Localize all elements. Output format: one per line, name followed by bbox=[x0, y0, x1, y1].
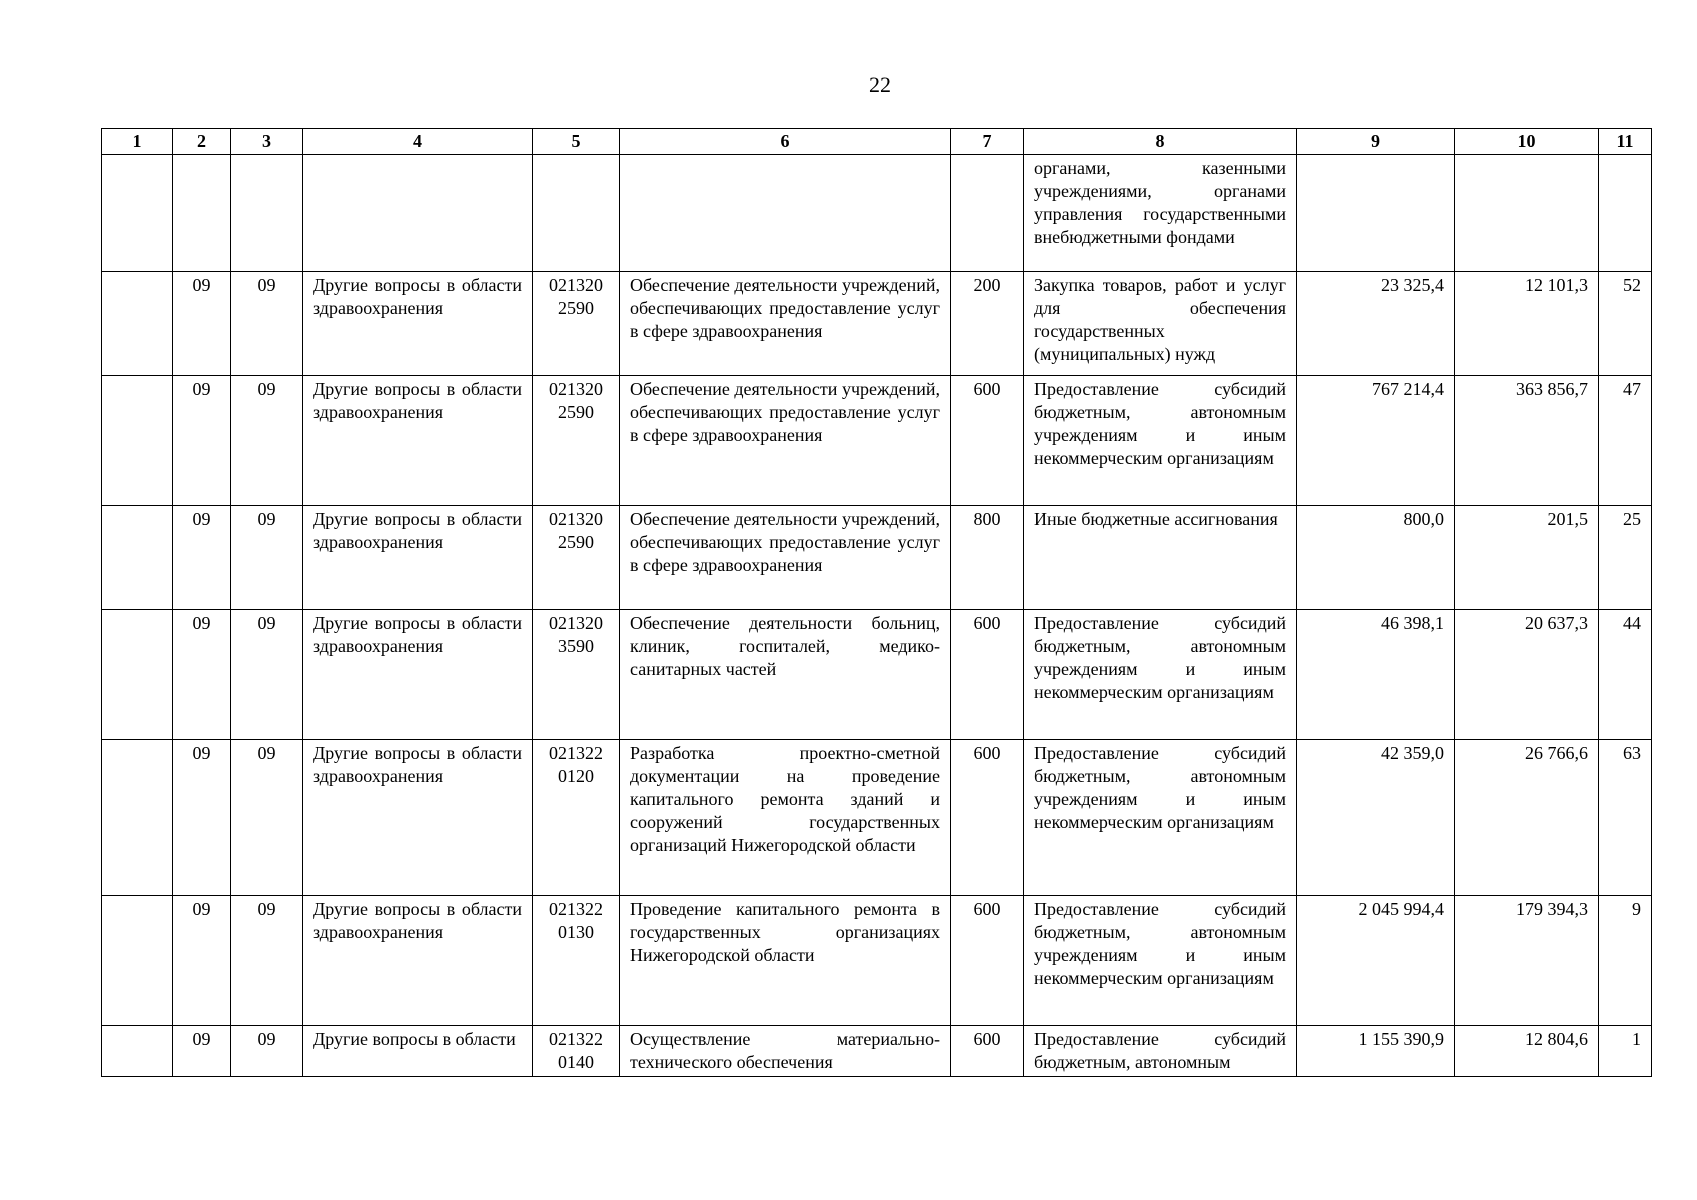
executed-amount-cell: 179 394,3 bbox=[1455, 896, 1599, 1026]
subsection-cell: 09 bbox=[231, 896, 303, 1026]
percent-cell: 1 bbox=[1599, 1026, 1652, 1077]
expense-type-cell: Предоставление субсидий бюджетным, автономным учреждениям и иным некоммерческим организациям bbox=[1024, 896, 1297, 1026]
executed-amount-cell: 201,5 bbox=[1455, 506, 1599, 610]
target-article-cell: 021322 0140 bbox=[533, 1026, 620, 1077]
expense-type-cell: Иные бюджетные ассигнования bbox=[1024, 506, 1297, 610]
expense-type-code-cell: 600 bbox=[951, 896, 1024, 1026]
col-header-2: 2 bbox=[173, 129, 231, 155]
row-number-cell bbox=[102, 1026, 173, 1077]
row-number-cell bbox=[102, 506, 173, 610]
budget-table bbox=[101, 128, 1652, 1077]
subsection-cell: 09 bbox=[231, 272, 303, 376]
subsection-cell: 09 bbox=[231, 740, 303, 896]
section-name-cell: Другие вопросы в области здравоохранения bbox=[303, 376, 533, 506]
expense-type-code-cell: 600 bbox=[951, 376, 1024, 506]
row-number-cell bbox=[102, 610, 173, 740]
percent-cell: 25 bbox=[1599, 506, 1652, 610]
approved-amount-cell: 46 398,1 bbox=[1297, 610, 1455, 740]
row-number-cell bbox=[102, 740, 173, 896]
page-number: 22 bbox=[869, 72, 891, 97]
col-header-8: 8 bbox=[1024, 129, 1297, 155]
expense-type-code-cell: 600 bbox=[951, 610, 1024, 740]
col-header-11: 11 bbox=[1599, 129, 1652, 155]
executed-amount-cell: 363 856,7 bbox=[1455, 376, 1599, 506]
target-article-cell: 021320 3590 bbox=[533, 610, 620, 740]
expense-type-code-cell: 600 bbox=[951, 740, 1024, 896]
row-number-cell bbox=[102, 376, 173, 506]
expense-type-cell: Предоставление субсидий бюджетным, автономным учреждениям и иным некоммерческим организациям bbox=[1024, 610, 1297, 740]
percent-cell: 44 bbox=[1599, 610, 1652, 740]
target-article-cell: 021322 0130 bbox=[533, 896, 620, 1026]
executed-amount-cell: 20 637,3 bbox=[1455, 610, 1599, 740]
percent-cell: 47 bbox=[1599, 376, 1652, 506]
expense-type-cell: Предоставление субсидий бюджетным, автономным bbox=[1024, 1026, 1297, 1077]
expense-type-code-cell: 800 bbox=[951, 506, 1024, 610]
col-header-7: 7 bbox=[951, 129, 1024, 155]
target-article-cell: 021320 2590 bbox=[533, 376, 620, 506]
expense-type-cell: Предоставление субсидий бюджетным, автономным учреждениям и иным некоммерческим организациям bbox=[1024, 740, 1297, 896]
subsection-cell: 09 bbox=[231, 376, 303, 506]
subsection-cell: 09 bbox=[231, 506, 303, 610]
section-cell: 09 bbox=[173, 896, 231, 1026]
target-article-name-cell: Осуществление материально-технического обеспечения bbox=[620, 1026, 951, 1077]
section-name-cell: Другие вопросы в области здравоохранения bbox=[303, 896, 533, 1026]
section-cell: 09 bbox=[173, 506, 231, 610]
approved-amount-cell: 767 214,4 bbox=[1297, 376, 1455, 506]
target-article-name-cell: Обеспечение деятельности больниц, клиник, госпиталей, медико-санитарных частей bbox=[620, 610, 951, 740]
percent-cell: 63 bbox=[1599, 740, 1652, 896]
target-article-cell: 021320 2590 bbox=[533, 506, 620, 610]
col-header-5: 5 bbox=[533, 129, 620, 155]
executed-amount-cell: 12 804,6 bbox=[1455, 1026, 1599, 1077]
table-row bbox=[102, 740, 1652, 896]
row-number-cell bbox=[102, 272, 173, 376]
table-row bbox=[102, 506, 1652, 610]
approved-amount-cell: 1 155 390,9 bbox=[1297, 1026, 1455, 1077]
table-row bbox=[102, 376, 1652, 506]
target-article-name-cell: Обеспечение деятельности учреждений, обеспечивающих предоставление услуг в сфере здравоохранения bbox=[620, 272, 951, 376]
col-header-10: 10 bbox=[1455, 129, 1599, 155]
col-header-9: 9 bbox=[1297, 129, 1455, 155]
col-header-4: 4 bbox=[303, 129, 533, 155]
target-article-name-cell: Обеспечение деятельности учреждений, обеспечивающих предоставление услуг в сфере здравоохранения bbox=[620, 376, 951, 506]
header-row bbox=[102, 129, 1652, 155]
approved-amount-cell: 23 325,4 bbox=[1297, 272, 1455, 376]
table-row bbox=[102, 610, 1652, 740]
expense-type-code-cell: 600 bbox=[951, 1026, 1024, 1077]
expense-type-code-cell: 200 bbox=[951, 272, 1024, 376]
col-header-1: 1 bbox=[102, 129, 173, 155]
expense-type-cell: Предоставление субсидий бюджетным, автономным учреждениям и иным некоммерческим организациям bbox=[1024, 376, 1297, 506]
approved-amount-cell: 800,0 bbox=[1297, 506, 1455, 610]
section-cell: 09 bbox=[173, 272, 231, 376]
subsection-cell: 09 bbox=[231, 610, 303, 740]
section-name-cell: Другие вопросы в области здравоохранения bbox=[303, 610, 533, 740]
section-name-cell: Другие вопросы в области здравоохранения bbox=[303, 272, 533, 376]
table-row bbox=[102, 272, 1652, 376]
table-row bbox=[102, 1026, 1652, 1077]
executed-amount-cell: 26 766,6 bbox=[1455, 740, 1599, 896]
col-header-6: 6 bbox=[620, 129, 951, 155]
expense-type-cell: Закупка товаров, работ и услуг для обеспечения государственных (муниципальных) нужд bbox=[1024, 272, 1297, 376]
target-article-name-cell: Проведение капитального ремонта в государственных организациях Нижегородской области bbox=[620, 896, 951, 1026]
executed-amount-cell: 12 101,3 bbox=[1455, 272, 1599, 376]
section-cell: 09 bbox=[173, 610, 231, 740]
percent-cell: 9 bbox=[1599, 896, 1652, 1026]
continuation-row bbox=[102, 155, 1652, 272]
expense-type-cell: органами, казенными учреждениями, органами управления государственными внебюджетными фондами bbox=[1024, 155, 1297, 272]
approved-amount-cell: 2 045 994,4 bbox=[1297, 896, 1455, 1026]
percent-cell: 52 bbox=[1599, 272, 1652, 376]
target-article-name-cell: Разработка проектно-сметной документации на проведение капитального ремонта зданий и сооружений государственных организаций Нижегородской области bbox=[620, 740, 951, 896]
subsection-cell: 09 bbox=[231, 1026, 303, 1077]
target-article-cell: 021320 2590 bbox=[533, 272, 620, 376]
col-header-3: 3 bbox=[231, 129, 303, 155]
section-name-cell: Другие вопросы в области здравоохранения bbox=[303, 506, 533, 610]
row-number-cell bbox=[102, 896, 173, 1026]
target-article-name-cell: Обеспечение деятельности учреждений, обеспечивающих предоставление услуг в сфере здравоохранения bbox=[620, 506, 951, 610]
approved-amount-cell: 42 359,0 bbox=[1297, 740, 1455, 896]
section-name-cell: Другие вопросы в области здравоохранения bbox=[303, 740, 533, 896]
table-row bbox=[102, 896, 1652, 1026]
section-cell: 09 bbox=[173, 376, 231, 506]
section-cell: 09 bbox=[173, 740, 231, 896]
section-cell: 09 bbox=[173, 1026, 231, 1077]
target-article-cell: 021322 0120 bbox=[533, 740, 620, 896]
section-name-cell: Другие вопросы в области bbox=[303, 1026, 533, 1077]
